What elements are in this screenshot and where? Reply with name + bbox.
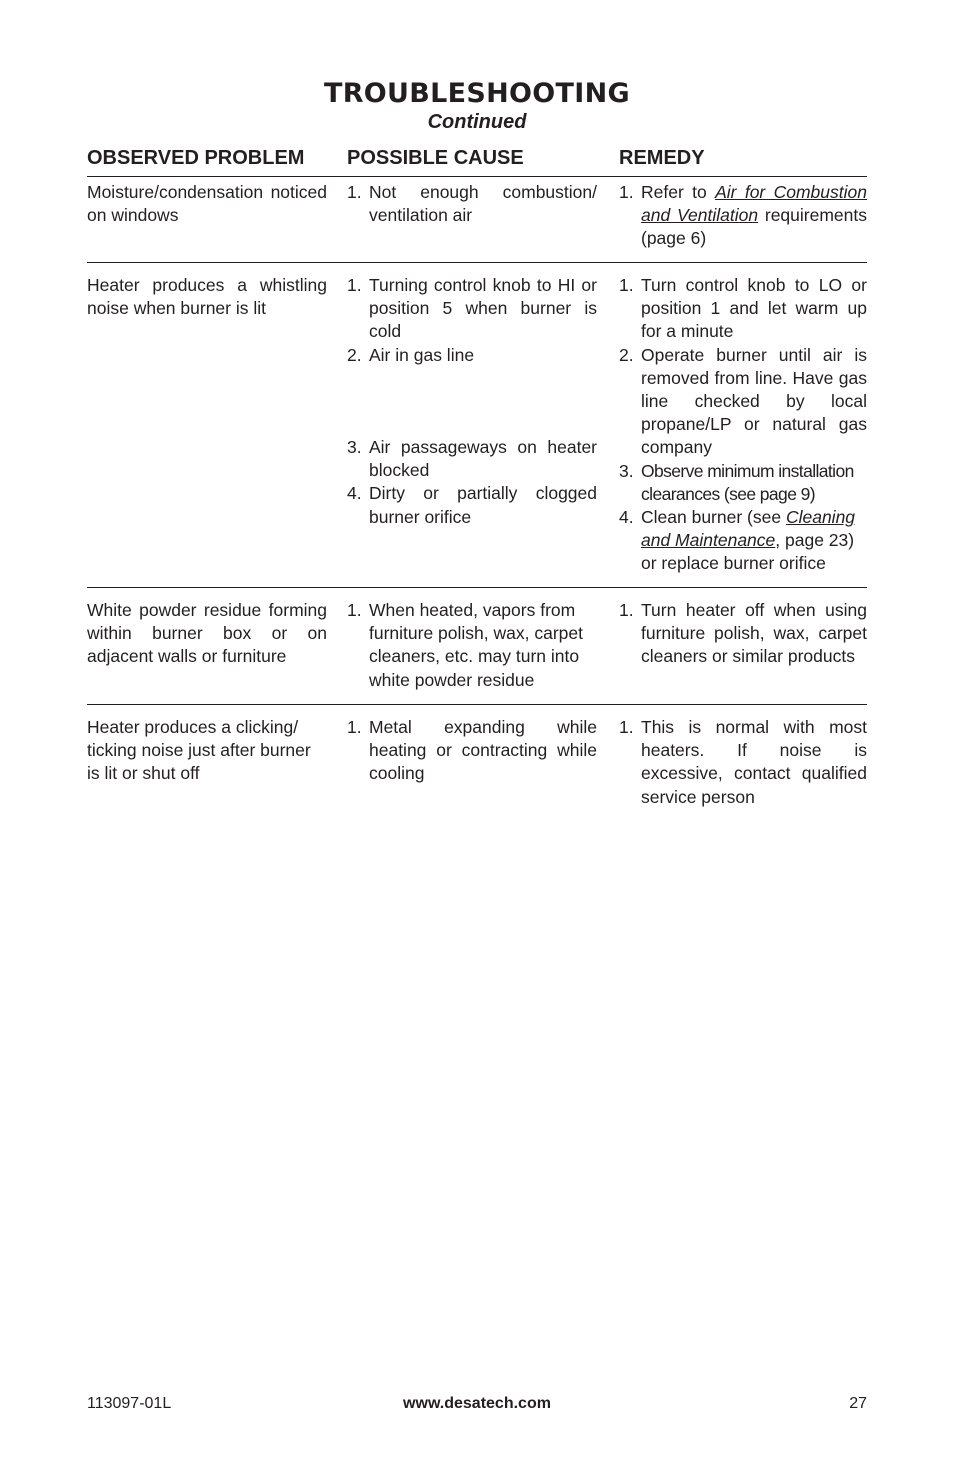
footer-doc-number: 113097-01L [87,1395,172,1412]
link-air-for-combustion[interactable]: Air for Combustion and Ventilation [641,182,867,226]
cause-cell [347,274,597,367]
cause-cell [347,716,597,786]
cause-item: 3. Air passageways on heater blocked [347,437,597,481]
remedy-cell [619,599,867,669]
cause-item: 2. Air in gas line [347,344,475,365]
header-possible-cause: POSSIBLE CAUSE [347,147,524,169]
problem-cell: White powder residue forming within burner box or on adjacent walls or furniture [87,600,327,667]
remedy-item: 1. Turn heater off when using furniture polish, wax, carpet cleaners or similar products [619,600,867,667]
footer-page-number: 27 [849,1395,867,1412]
cause-item: 1. Turning control knob to HI or position 5 when burner is cold [347,275,597,342]
table-row [87,177,867,263]
header-remedy: REMEDY [619,147,705,169]
cause-cell [347,599,597,692]
cause-item: 4. Dirty or partially clogged burner orifice [347,483,597,527]
remedy-cell [619,181,867,251]
table-row [87,588,867,705]
remedy-item: 1. Turn control knob to LO or position 1 and let warm up for a minute [619,275,867,342]
problem-cell: Heater produces a clicking/ ticking noise just after burner is lit or shut off [87,717,311,784]
table-row [87,705,867,825]
table-header [87,147,867,177]
cause-item: 1. Metal expanding while heating or contracting while cooling [347,717,597,784]
remedy-item: 4. Clean burner (see Cleaning and Maintenance, page 23) or replace burner orifice [619,507,856,574]
link-cleaning-and-maintenance[interactable]: Cleaning and Maintenance [641,507,856,551]
cause-item: 1. When heated, vapors from furniture polish, wax, carpet cleaners, etc. may turn into white powder residue [347,600,583,690]
page-subtitle: Continued [427,111,527,133]
footer-website[interactable]: www.desatech.com [403,1395,551,1412]
remedy-item: 1. Refer to Air for Combustion and Ventilation requirements (page 6) [619,182,867,249]
remedy-item: 1. This is normal with most heaters. If noise is excessive, contact qualified service person [619,717,867,807]
remedy-cell [619,716,867,809]
table-row [87,263,867,588]
remedy-item: 2. Operate burner until air is removed from line. Have gas line checked by local propane/LP or natural gas company [619,344,867,458]
cause-item: 1. Not enough combustion/ ventilation air [347,182,597,226]
problem-cell: Moisture/condensation noticed on windows [87,182,327,226]
cause-cell [347,436,597,529]
header-observed-problem: OBSERVED PROBLEM [87,147,305,169]
cause-cell [347,181,597,227]
problem-cell: Heater produces a whistling noise when burner is lit [87,275,327,319]
page-title: TROUBLESHOOTING [324,78,630,109]
remedy-cell [619,274,867,576]
remedy-item: 3. Observe minimum installation clearances (see page 9) [619,460,854,504]
troubleshooting-table [87,147,867,825]
